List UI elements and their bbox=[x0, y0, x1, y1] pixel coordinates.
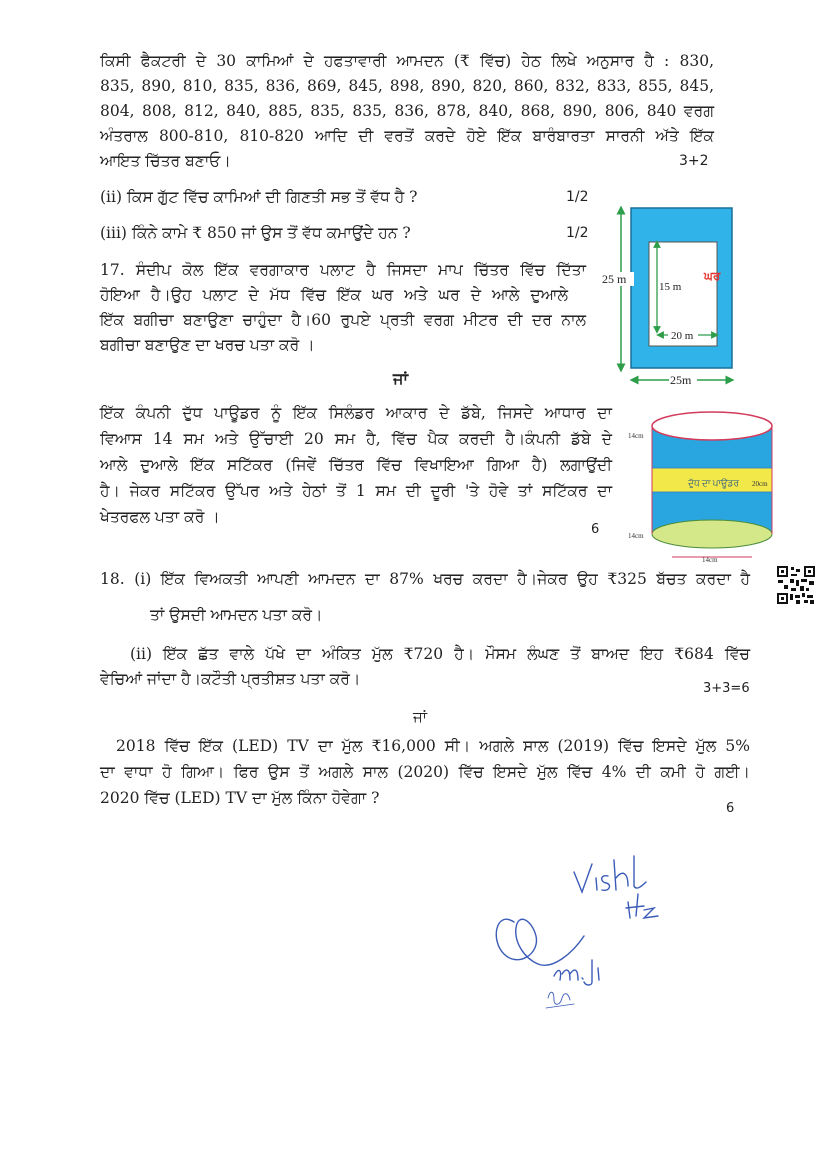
q17-alt-line-2: ਵਿਆਸ 14 ਸਮ ਅਤੇ ਉੱਚਾਈ 20 ਸਮ ਹੈ, ਵਿੱਚ ਪੈਕ ਕਰਦੀ ਹੈ।ਕੰਪਨੀ ਡੱਬੇ ਦੇ bbox=[100, 430, 612, 448]
q17-alt-line-3: ਆਲੇ ਦੁਆਲੇ ਇੱਕ ਸਟਿੱਕਰ (ਜਿਵੇਂ ਚਿੱਤਰ ਵਿੱਚ ਵਿਖਾਇਆ ਗਿਆ ਹੈ) ਲਗਾਉਂਦੀ bbox=[100, 456, 612, 474]
q16-line-1: ਕਿਸੀ ਫੈਕਟਰੀ ਦੇ 30 ਕਾਮਿਆਂ ਦੇ ਹਫਤਾਵਾਰੀ ਆਮਦਨ (₹ ਵਿੱਚ) ਹੇਠ ਲਿਖੇ ਅਨੁਸਾਰ ਹੈ : 830, bbox=[100, 52, 714, 70]
cylinder-figure bbox=[626, 404, 774, 564]
q16-line-2: 835, 890, 810, 835, 836, 869, 845, 898, 890, 820, 860, 832, 833, 855, 845, bbox=[100, 77, 714, 95]
cylinder-base-label: 14cm bbox=[702, 556, 718, 564]
q17-line-2: ਹੋਇਆ ਹੈ।ਉਹ ਪਲਾਟ ਦੇ ਮੱਧ ਵਿੱਚ ਇੱਕ ਘਰ ਅਤੇ ਘਰ ਦੇ ਆਲੇ ਦੁਆਲੇ bbox=[100, 286, 568, 304]
house-width-label: 20 m bbox=[671, 330, 694, 342]
q18-part-i-line-1: 18. (i) ਇੱਕ ਵਿਅਕਤੀ ਆਪਣੀ ਆਮਦਨ ਦਾ 87% ਖਰਚ ਕਰਦਾ ਹੈ।ਜੇਕਰ ਉਹ ₹325 ਬੱਚਤ ਕਰਦਾ ਹੈ bbox=[100, 570, 750, 588]
q16-line-5: ਆਇਤ ਚਿੱਤਰ ਬਣਾਓ। bbox=[100, 152, 231, 170]
q18-part-ii-line-2: ਵੇਚਿਆਂ ਜਾਂਦਾ ਹੈ।ਕਟੌਤੀ ਪ੍ਰਤੀਸ਼ਤ ਪਤਾ ਕਰੋ। bbox=[100, 670, 361, 688]
q18-alt-marks: 6 bbox=[726, 801, 735, 816]
q17-line-4: ਬਗੀਚਾ ਬਣਾਉਣ ਦਾ ਖਰਚ ਪਤਾ ਕਰੋ । bbox=[100, 336, 315, 354]
q16-part-iii-marks: 1/2 bbox=[566, 225, 589, 241]
q16-line-3: 804, 808, 812, 840, 885, 835, 835, 836, 878, 840, 868, 890, 806, 840 ਵਰਗ bbox=[100, 102, 714, 120]
q16-part-ii-marks: 1/2 bbox=[566, 189, 589, 205]
signatures bbox=[488, 850, 678, 1030]
q18-part-i-line-2: ਤਾਂ ਉਸਦੀ ਆਮਦਨ ਪਤਾ ਕਰੋ। bbox=[150, 606, 323, 624]
cylinder-height-label: 20cm bbox=[752, 480, 768, 488]
q17-marks: 6 bbox=[591, 522, 600, 537]
q17-or-label: ਜਾਂ bbox=[393, 369, 408, 388]
q16-marks: 3+2 bbox=[679, 153, 709, 169]
plot-figure bbox=[598, 204, 738, 390]
q18-or-label: ਜਾਂ bbox=[413, 708, 428, 726]
house-label: ਘਰ bbox=[704, 269, 721, 283]
outer-bottom-label: 25m bbox=[670, 373, 692, 387]
outer-side-label: 25 m bbox=[602, 272, 627, 286]
cylinder-top-label: 14cm bbox=[628, 432, 644, 440]
q18-alt-line-2: ਦਾ ਵਾਧਾ ਹੋ ਗਿਆ। ਫਿਰ ਉਸ ਤੋਂ ਅਗਲੇ ਸਾਲ (2020) ਵਿੱਚ ਇਸਦੇ ਮੁੱਲ ਵਿੱਚ 4% ਦੀ ਕਮੀ ਹੋ ਗਈ। bbox=[100, 763, 750, 781]
q17-line-3: ਇੱਕ ਬਗੀਚਾ ਬਣਾਉਣਾ ਚਾਹੁੰਦਾ ਹੈ।60 ਰੁਪਏ ਪ੍ਰਤੀ ਵਰਗ ਮੀਟਰ ਦੀ ਦਰ ਨਾਲ bbox=[100, 311, 586, 329]
q18-part-ii-line-1: (ii) ਇੱਕ ਛੱਤ ਵਾਲੇ ਪੱਖੇ ਦਾ ਅੰਕਿਤ ਮੁੱਲ ₹720 ਹੈ। ਮੌਸਮ ਲੰਘਣ ਤੋਂ ਬਾਅਦ ਇਹ ₹684 ਵਿੱਚ bbox=[130, 645, 750, 663]
q16-line-4: ਅੰਤਰਾਲ 800-810, 810-820 ਆਦਿ ਦੀ ਵਰਤੋਂ ਕਰਦੇ ਹੋਏ ਇੱਕ ਬਾਰੰਬਾਰਤਾ ਸਾਰਨੀ ਅੱਤੇ ਇੱਕ bbox=[100, 127, 714, 145]
q17-alt-line-5: ਖੇਤਰਫਲ ਪਤਾ ਕਰੋ । bbox=[100, 508, 220, 526]
cylinder-top bbox=[652, 412, 772, 440]
q18-marks: 3+3=6 bbox=[703, 681, 750, 696]
q18-alt-line-1: 2018 ਵਿੱਚ ਇੱਕ (LED) TV ਦਾ ਮੁੱਲ ₹16,000 ਸੀ। ਅਗਲੇ ਸਾਲ (2019) ਵਿੱਚ ਇਸਦੇ ਮੁੱਲ 5% bbox=[116, 737, 750, 755]
q17-alt-line-4: ਹੈ। ਜੇਕਰ ਸਟਿੱਕਰ ਉੱਪਰ ਅਤੇ ਹੇਠਾਂ ਤੋਂ 1 ਸਮ ਦੀ ਦੂਰੀ 'ਤੇ ਹੋਵੇ ਤਾਂ ਸਟਿੱਕਰ ਦਾ bbox=[100, 482, 612, 500]
q17-line-1: 17. ਸੰਦੀਪ ਕੋਲ ਇੱਕ ਵਰਗਾਕਾਰ ਪਲਾਟ ਹੈ ਜਿਸਦਾ ਮਾਪ ਚਿੱਤਰ ਵਿੱਚ ਦਿੱਤਾ bbox=[100, 261, 586, 279]
q16-part-ii: (ii) ਕਿਸ ਗੁੱਟ ਵਿੱਚ ਕਾਮਿਆਂ ਦੀ ਗਿਣਤੀ ਸਭ ਤੋਂ ਵੱਧ ਹੈ ? bbox=[100, 188, 418, 206]
cylinder-base bbox=[652, 520, 772, 548]
q17-alt-line-1: ਇੱਕ ਕੰਪਨੀ ਦੁੱਧ ਪਾਊਡਰ ਨੂੰ ਇੱਕ ਸਿਲੰਡਰ ਆਕਾਰ ਦੇ ਡੱਬੇ, ਜਿਸਦੇ ਆਧਾਰ ਦਾ bbox=[100, 404, 612, 422]
house-height-label: 15 m bbox=[659, 281, 682, 293]
q16-part-iii: (iii) ਕਿੰਨੇ ਕਾਮੇ ₹ 850 ਜਾਂ ਉਸ ਤੋਂ ਵੱਧ ਕਮਾਉਂਦੇ ਹਨ ? bbox=[100, 224, 411, 242]
qr-code bbox=[776, 565, 816, 605]
q18-alt-line-3: 2020 ਵਿੱਚ (LED) TV ਦਾ ਮੁੱਲ ਕਿੰਨਾ ਹੋਵੇਗਾ ? bbox=[100, 789, 380, 807]
cylinder-bottom-left-label: 14cm bbox=[628, 532, 644, 540]
sticker-text: ਦੁੱਧ ਦਾ ਪਾਊਡਰ bbox=[688, 478, 739, 488]
